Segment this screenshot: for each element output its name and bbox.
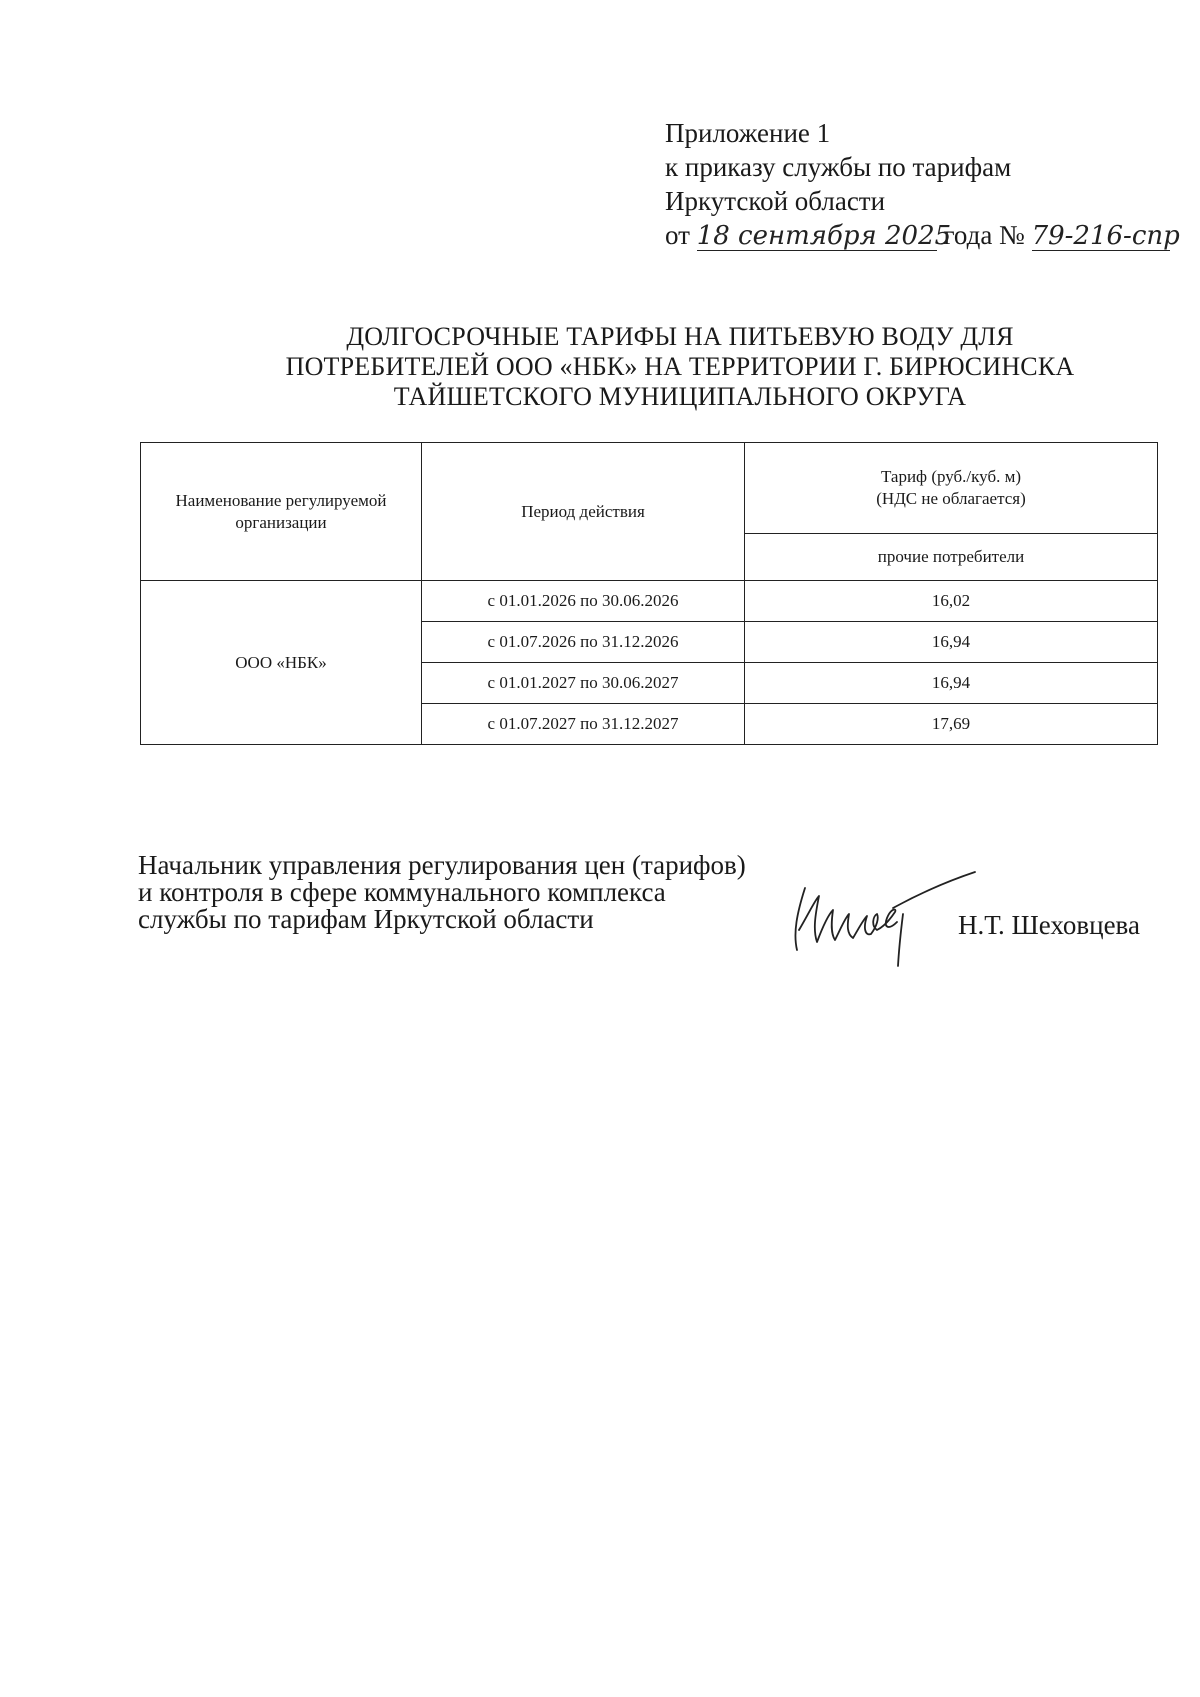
header-org-text: Наименование регулируемой [175,490,387,510]
tariff-cell: 17,69 [745,704,1158,745]
signer-name: Н.Т. Шеховцева [958,910,1140,940]
period-cell: с 01.01.2027 по 30.06.2027 [422,663,745,704]
table-row [141,581,1158,622]
tariff-table [140,442,1158,745]
header-consumers: прочие потребители [745,534,1158,581]
header-period: Период действия [422,443,745,581]
document-title [240,322,1120,412]
period-cell: с 01.01.2026 по 30.06.2026 [422,581,745,622]
handwritten-date: 18 сентября 2025 [696,221,952,251]
tariff-cell: 16,94 [745,622,1158,663]
period-cell: с 01.07.2026 по 31.12.2026 [422,622,745,663]
year-number-label: года № [943,220,1025,250]
tariff-cell: 16,94 [745,663,1158,704]
position-line: службы по тарифам Иркутской области [138,904,594,934]
title-line: ТАЙШЕТСКОГО МУНИЦИПАЛЬНОГО ОКРУГА [393,382,967,411]
signatory-position [138,852,746,933]
order-date-line [665,218,1180,253]
header-tariff-text: (НДС не облагается) [876,489,1026,508]
organization-cell: ООО «НБК» [141,581,422,745]
period-cell: с 01.07.2027 по 31.12.2027 [422,704,745,745]
order-number-field [1031,218,1180,253]
from-label: от [665,220,690,250]
appendix-line: Приложение 1 [665,118,831,148]
title-line: ДОЛГОСРОЧНЫЕ ТАРИФЫ НА ПИТЬЕВУЮ ВОДУ ДЛЯ [346,322,1014,351]
appendix-block [665,116,1180,253]
tariff-cell: 16,02 [745,581,1158,622]
header-organization [141,443,422,581]
position-line: и контроля в сфере коммунального комплекса [138,877,666,907]
handwritten-signature [785,868,985,968]
table-header-row [141,443,1158,534]
appendix-line: к приказу службы по тарифам [665,152,1012,182]
title-line: ПОТРЕБИТЕЛЕЙ ООО «НБК» НА ТЕРРИТОРИИ Г. БИРЮСИНСКА [285,352,1075,381]
header-org-text: организации [235,512,327,532]
position-line: Начальник управления регулирования цен (тарифов) [138,850,746,880]
appendix-line: Иркутской области [665,186,886,216]
header-tariff-text: Тариф (руб./куб. м) [880,467,1022,486]
handwritten-number: 79-216-спр [1031,221,1180,251]
header-tariff [745,443,1158,534]
order-date-field [696,218,952,253]
